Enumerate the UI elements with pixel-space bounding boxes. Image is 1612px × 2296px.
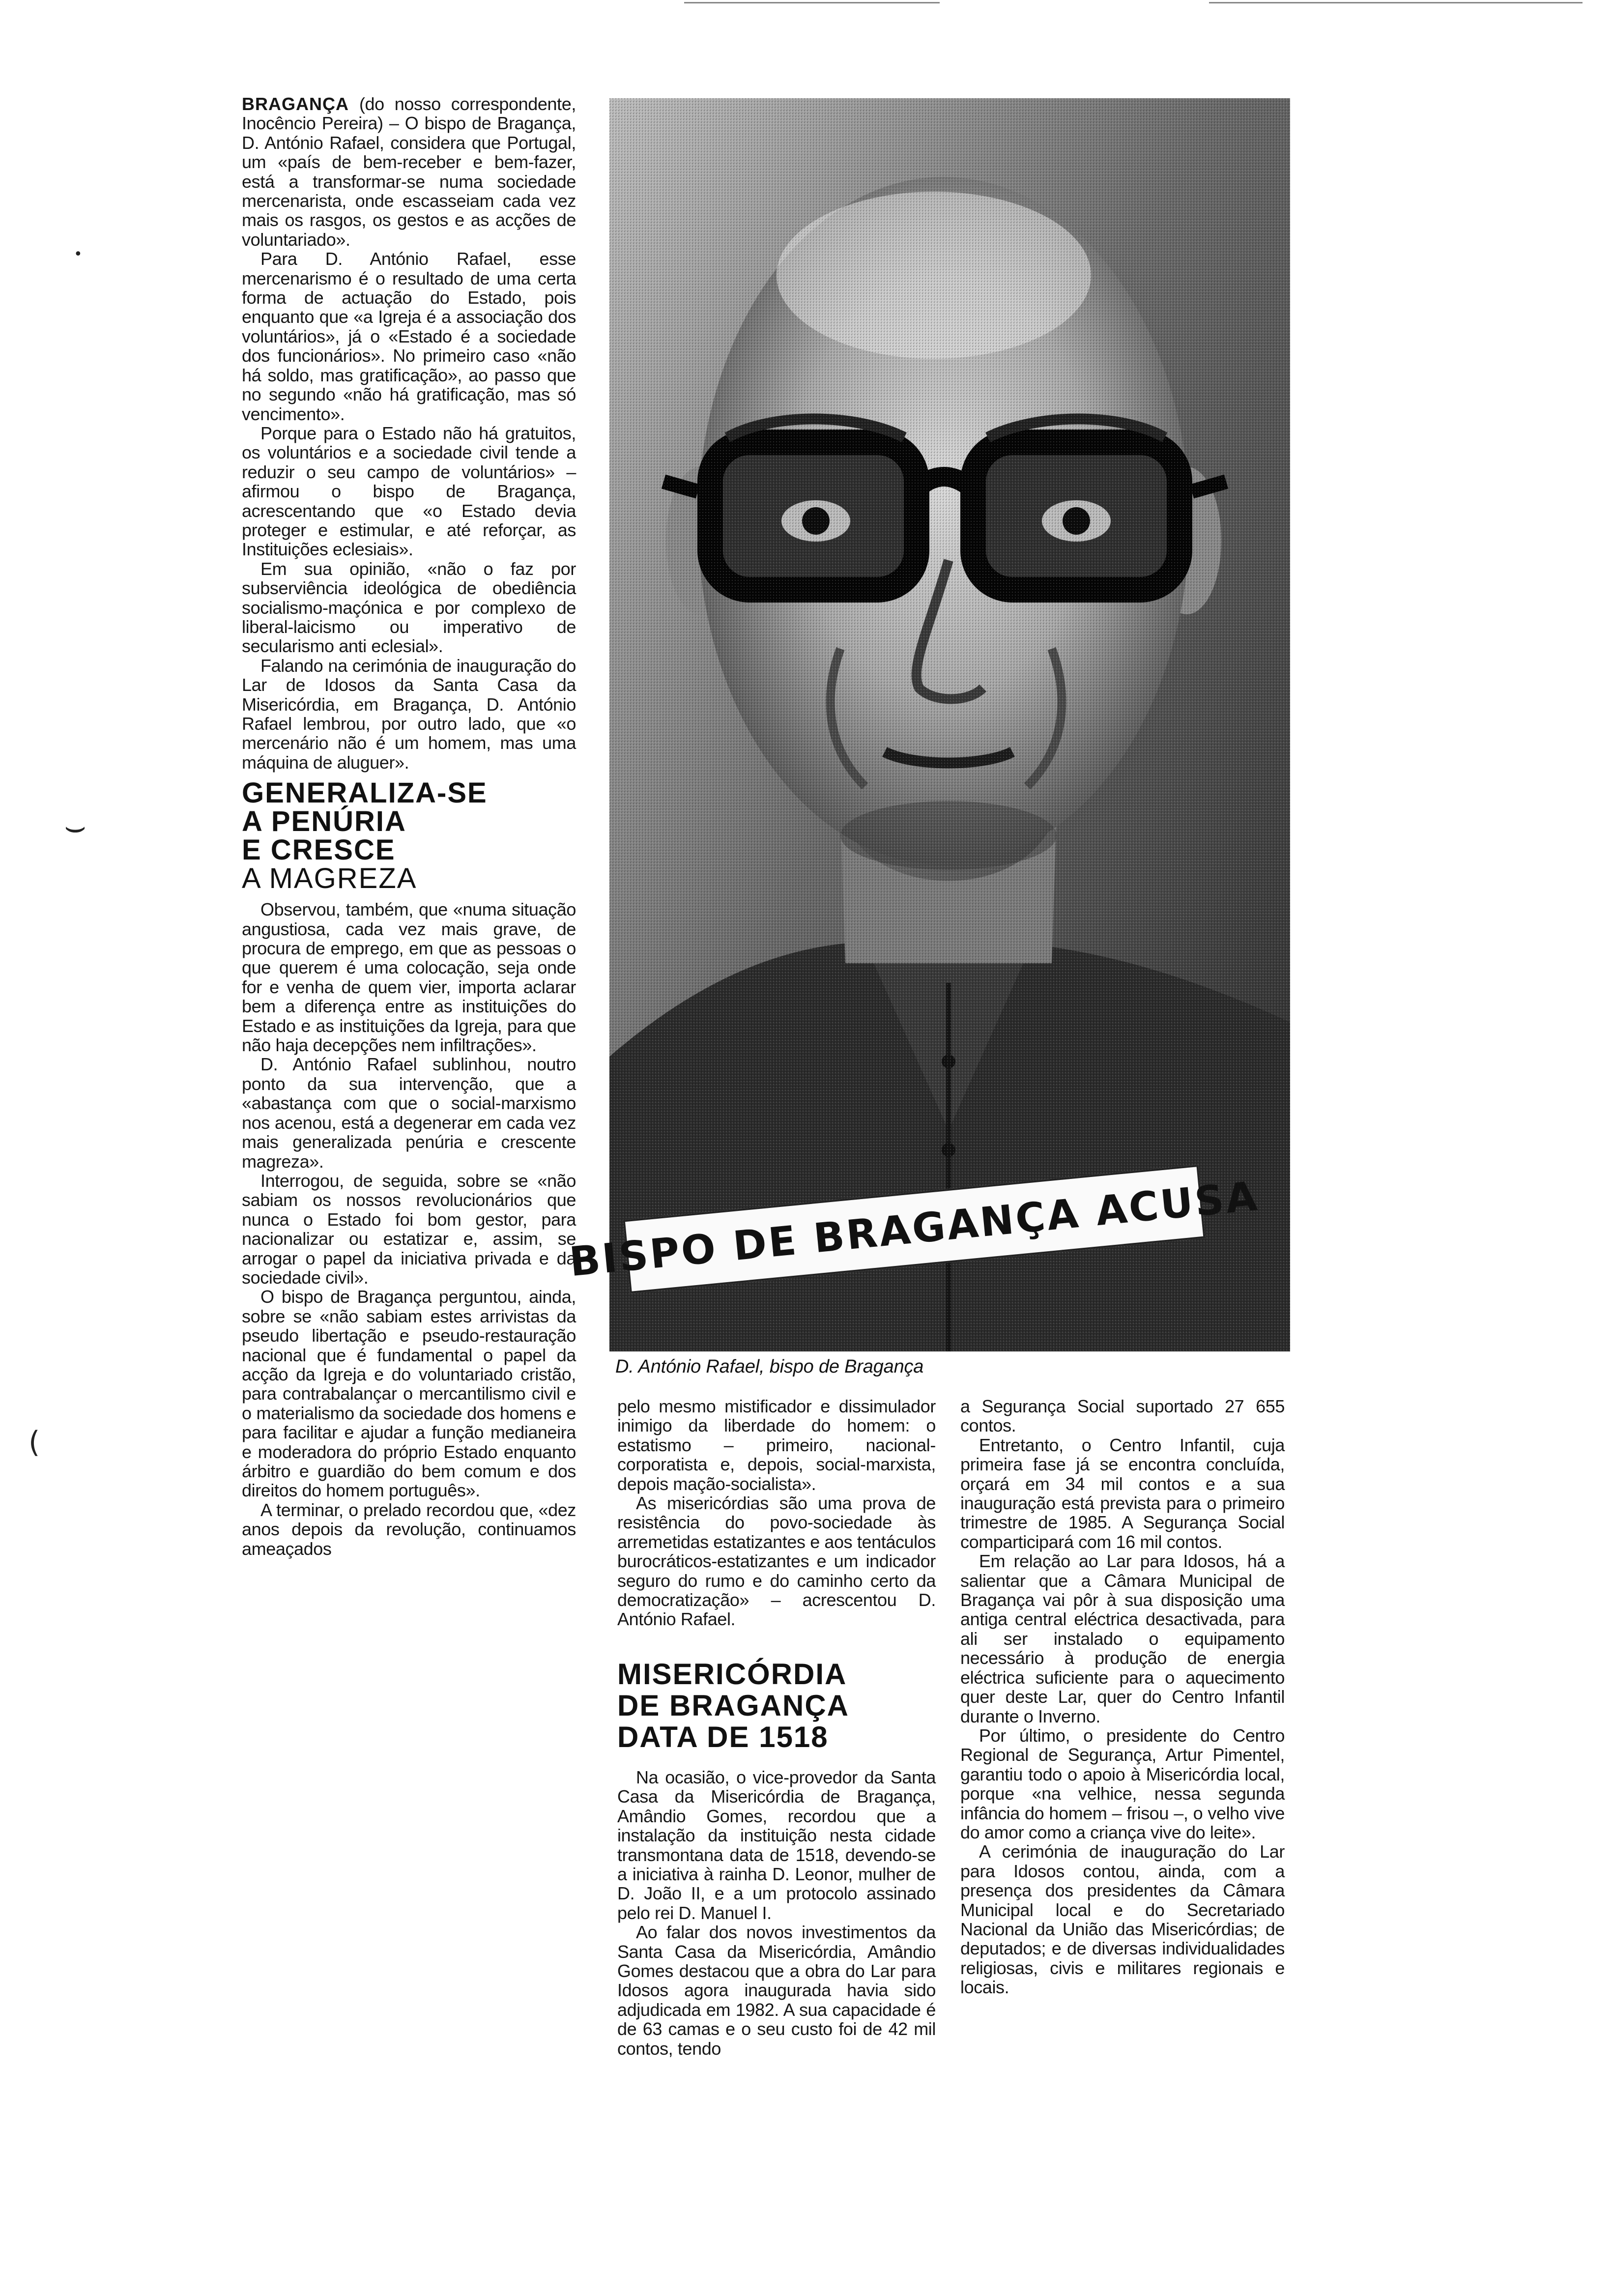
article-paragraph: Na ocasião, o vice-provedor da Santa Casa da Misericórdia de Bragança, Amândio Gomes, recordou que a instalação da instituição nesta cidade transmontana data de 1518, devendo-se a iniciativa à rainha D. Leonor, mulher de D. João II, e a um protocolo assinado pelo rei D. Manuel I. [617,1767,936,1923]
article-paragraph: O bispo de Bragança perguntou, ainda, sobre se «não sabiam estes arrivistas da pseudo libertação e pseudo-restauração nacional que é fundamental o papel da acção da Igreja e do voluntariado cristão, para contrabalançar o mercantilismo civil e o materialismo da sociedade dos homens e para facilitar e ajudar a função medianeira e moderadora do próprio Estado enquanto árbitro e guardião do bem comum e dos direitos do homem português». [242,1287,576,1501]
subheading-line: MISERICÓRDIA [617,1657,847,1691]
bishop-portrait-photo [567,98,1290,1351]
article-lead-paragraph [242,94,576,249]
article-column-2 [617,1397,936,2058]
article-paragraph: A cerimónia de inauguração do Lar para Idosos contou, ainda, com a presença dos presidentes da Câmara Municipal local e do Secretariado Nacional da União das Misericórdias; de deputados; e de diversas individualidades religiosas, civis e militares regionais e locais. [960,1841,1285,1998]
subheading-line: DE BRAGANÇA [617,1689,849,1722]
margin-tick-mark: ⌣ [64,806,87,846]
article-lead-text: (do nosso correspondente, Inocêncio Pereira) – O bispo de Bragança, D. António Rafael, considera que Portugal, um «país de bem-receber e bem-fazer, está a transformar-se numa sociedade mercenarista, onde escasseiam cada vez mais os rasgos, os gestos e as acções de voluntariado». [242,94,576,250]
headline-stamp-text: BISPO DE BRAGANÇA ACUSA [567,1173,1261,1286]
margin-bracket-mark: ( [29,1425,40,1460]
article-paragraph: Para D. António Rafael, esse mercenarismo é o resultado de uma certa forma de actuação do Estado, pois enquanto que «a Igreja é a associação dos voluntários», já o «Estado é a sociedade dos funcionários». No primeiro caso «não há soldo, mas gratificação», ao passo que no segundo «não há gratificação, mas só vencimento». [242,249,576,424]
subheading-line: E CRESCE [242,834,396,866]
article-column-1 [242,94,576,1558]
article-paragraph: A terminar, o prelado recordou que, «dez anos depois da revolução, continuamos ameaçados [242,1499,576,1559]
article-paragraph: As misericórdias são uma prova de resistência do povo-sociedade às arremetidas estatizantes e aos tentáculos burocráticos-estatizantes e um indicador seguro do rumo e do caminho certo da democratização» – acrescentou D. António Rafael. [617,1493,936,1630]
article-paragraph: Interrogou, de seguida, sobre se «não sabiam os nossos revolucionários que nunca o Estado foi bom gestor, para nacionalizar ou estatizar e, assim, se arrogar o papel da iniciativa privada e da sociedade civil». [242,1170,576,1288]
article-paragraph: a Segurança Social suportado 27 655 contos. [960,1396,1285,1436]
article-paragraph: Porque para o Estado não há gratuitos, os voluntários e a sociedade civil tende a reduzir o seu campo de voluntários» – afirmou o bispo de Bragança, acrescentando que «o Estado devia proteger e estimular, e até reforçar, as Instituições eclesiais». [242,423,576,560]
article-paragraph: pelo mesmo mistificador e dissimulador inimigo da liberdade do homem: o estatismo – primeiro, nacional-corporatista e, depois, social-marxista, depois mação-socialista». [617,1396,936,1494]
article-column-3 [960,1397,1285,1997]
article-paragraph: Observou, também, que «numa situação angustiosa, cada vez mais grave, de procura de emprego, em que as pessoas o que querem é uma colocação, seja onde for e venha de quem vier, importa aclarar bem a diferença entre as instituições do Estado e as instituições da Igreja, para que não haja decepções nem infiltrações». [242,899,576,1056]
article-paragraph: Em relação ao Lar para Idosos, há a salientar que a Câmara Municipal de Bragança vai pôr à sua disposição uma antiga central eléctrica desactivada, para ali ser instalado o equipamento necessário à produção de energia eléctrica suficiente para o aquecimento quer deste Lar, quer do Centro Infantil durante o Inverno. [960,1551,1285,1726]
subheading-line: A MAGREZA [242,862,417,895]
article-paragraph: Ao falar dos novos investimentos da Santa Casa da Misericórdia, Amândio Gomes destacou que a obra do Lar para Idosos agora inaugurada havia sido adjudicada em 1982. A sua capacidade é de 63 camas e o seu custo foi de 42 mil contos, tendo [617,1922,936,2059]
subheading-line: A PENÚRIA [242,805,406,838]
subheading-line: GENERALIZA-SE [242,777,488,809]
article-paragraph: Por último, o presidente do Centro Regional de Segurança, Artur Pimentel, garantiu todo o apoio à Misericórdia local, porque «na velhice, nessa segunda infância do homem – frisou –, o velho vive do amor como a criança vive do leite». [960,1725,1285,1842]
article-paragraph: Em sua opinião, «não o faz por subserviência ideológica de obediência socialismo-maçónica e por complexo de liberal-laicismo ou imperativo de secularismo anti eclesial». [242,558,576,657]
top-rule-right [1209,2,1583,3]
subheading-misericordia [617,1659,936,1753]
top-rule-left [684,2,940,3]
article-paragraph: D. António Rafael sublinhou, noutro ponto da sua intervenção, que a «abastança com que o social-marxismo nos acenou, está a degenerar em cada vez mais generalizada penúria e crescente magreza». [242,1054,576,1172]
subheading-line: DATA DE 1518 [617,1720,829,1753]
article-dateline: BRAGANÇA [242,94,349,114]
article-paragraph: Entretanto, o Centro Infantil, cuja primeira fase já se encontra concluída, orçará em 34 mil contos e a sua inauguração está prevista para o primeiro trimestre de 1985. A Segurança Social comparticipará com 16 mil contos. [960,1435,1285,1552]
article-paragraph: Falando na cerimónia de inauguração do Lar de Idosos da Santa Casa da Misericórdia, em Bragança, D. António Rafael lembrou, por outro lado, que «o mercenário não é um homem, mas uma máquina de aluguer». [242,655,576,773]
subheading-generaliza [242,779,576,893]
bishop-portrait-illustration [567,98,1290,1351]
photo-caption: D. António Rafael, bispo de Bragança [615,1356,924,1377]
margin-dot-mark: • [74,246,83,263]
